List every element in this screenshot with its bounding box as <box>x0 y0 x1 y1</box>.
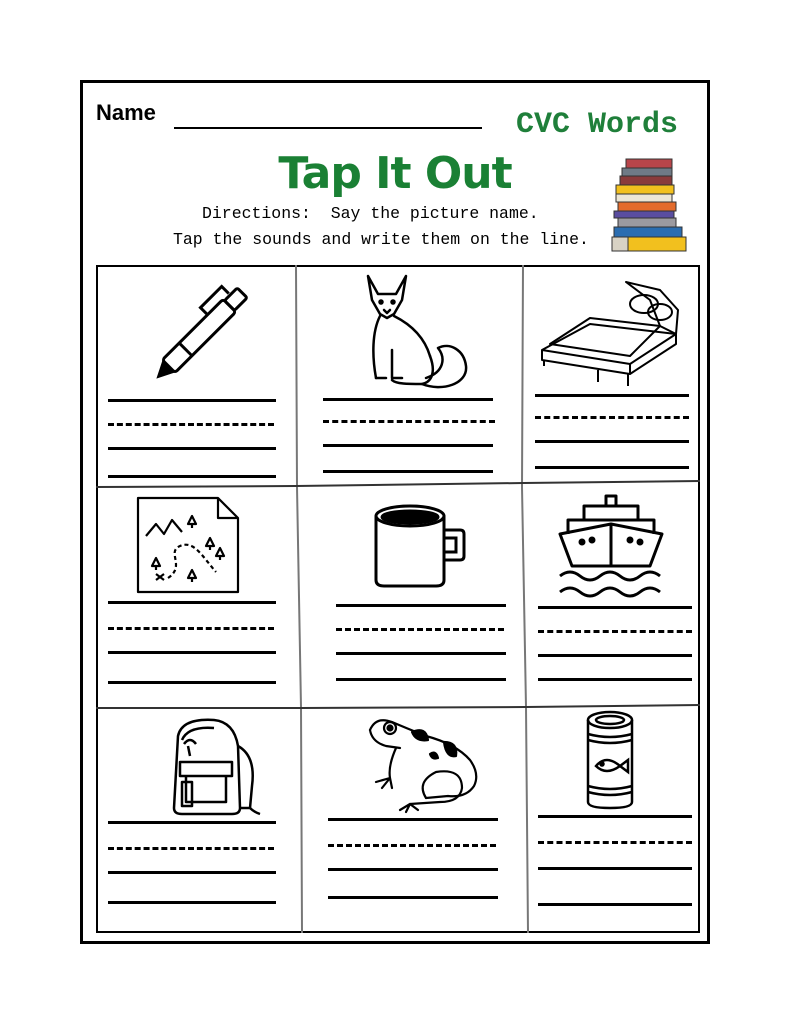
directions-line-1: Directions: Say the picture name. <box>202 204 539 223</box>
frog-icon <box>366 716 484 812</box>
cvc-words-title: CVC Words <box>516 108 679 142</box>
page-title: Tap It Out <box>278 148 512 199</box>
bed-icon <box>540 278 680 390</box>
fox-icon <box>362 272 472 396</box>
name-write-line[interactable] <box>174 127 482 129</box>
pen-icon <box>148 276 260 386</box>
can-icon <box>584 710 636 812</box>
directions-line-2: Tap the sounds and write them on the line. <box>173 230 589 249</box>
ship-icon <box>558 494 664 600</box>
mug-icon <box>374 502 468 590</box>
backpack-icon <box>158 716 262 818</box>
map-icon <box>136 496 240 594</box>
name-label: Name <box>96 100 156 125</box>
books-icon <box>610 155 690 255</box>
